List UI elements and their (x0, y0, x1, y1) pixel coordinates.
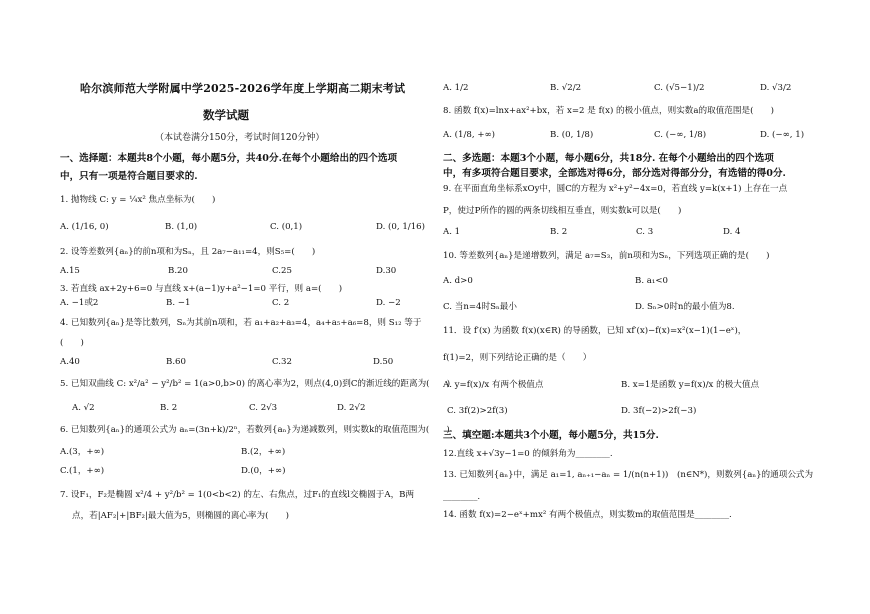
q8-option-c: C. (−∞, 1/8) (654, 130, 707, 140)
q10-option-a: A. d>0 (443, 276, 473, 286)
q11-option-d: D. 3f(−2)>2f(−3) (621, 406, 697, 416)
q4-option-b: B.60 (166, 357, 186, 367)
q1-option-a: A. (1/16, 0) (60, 222, 109, 232)
question-14: 14. 函数 f(x)=2−eˣ+mx² 有两个极值点，则实数m的取值范围是________. (443, 510, 732, 520)
left-column (60, 0, 451, 614)
q10-option-c: C. 当n=4时Sₙ最小 (443, 302, 517, 312)
question-8: 8. 函数 f(x)=lnx+ax²+bx，若 x=2 是 f(x) 的极小值点，则实数a的取值范围是( ) (443, 106, 774, 116)
q7-option-a: A. 1/2 (443, 83, 469, 93)
q4-option-c: C.32 (272, 357, 292, 367)
question-3: 3. 若直线 ax+2y+6=0 与直线 x+(a−1)y+a²−1=0 平行，则 a=( ) (60, 284, 343, 294)
q3-option-a: A. −1或2 (60, 298, 99, 308)
q4-option-d: D.50 (373, 357, 394, 367)
q9-option-d: D. 4 (723, 227, 741, 237)
exam-note: （本试卷满分150分，考试时间120分钟） (155, 133, 325, 143)
q2-option-d: D.30 (376, 266, 397, 276)
question-10: 10. 等差数列{aₙ}是递增数列，满足 a₇=S₃，前n项和为Sₙ，下列选项正确的是( ) (443, 251, 770, 261)
q7-option-d: D. √3/2 (760, 83, 792, 93)
question-1: 1. 抛物线 C: y = ¼x² 焦点坐标为( ) (60, 195, 216, 205)
section-2-heading: 二、多选题：本题3个小题，每小题6分，共18分. 在每个小题给出的四个选项 (443, 153, 774, 164)
q1-option-c: C. (0,1) (270, 222, 303, 232)
section-1-heading-cont: 中，只有一项是符合题目要求的. (60, 171, 198, 182)
q7-option-b: B. √2/2 (550, 83, 582, 93)
q5-option-a: A. √2 (72, 403, 95, 413)
q11-option-c: C. 3f(2)>2f(3) (447, 406, 508, 416)
question-7-cont: 点，若|AF₂|+|BF₂|最大值为5，则椭圆的离心率为( ) (72, 511, 289, 521)
q2-option-a: A.15 (60, 266, 80, 276)
section-3-heading: 三、填空题:本题共3个小题，每小题5分，共15分. (443, 430, 659, 441)
section-2-heading-cont: 中，有多项符合题目要求，全部选对得6分，部分选对得部分分，有选错的得0分. (443, 168, 786, 179)
section-1-heading: 一、选择题：本题共8个小题，每小题5分，共40分.在每个小题给出的四个选项 (60, 153, 398, 164)
question-11-cont: f(1)=2，则下列结论正确的是（ ） (443, 353, 592, 363)
question-13-cont: ________. (443, 492, 481, 502)
q10-option-b: B. a₁<0 (635, 276, 669, 286)
q5-option-d: D. 2√2 (337, 403, 366, 413)
q6-option-c: C.(1，+∞) (60, 466, 105, 476)
question-12: 12.直线 x+√3y−1=0 的倾斜角为________. (443, 449, 613, 459)
q9-option-b: B. 2 (550, 227, 568, 237)
q4-option-a: A.40 (60, 357, 80, 367)
q5-option-b: B. 2 (160, 403, 178, 413)
q8-option-a: A. (1/8, +∞) (443, 130, 496, 140)
q6-option-a: A.(3，+∞) (60, 447, 105, 457)
q1-option-b: B. (1,0) (165, 222, 198, 232)
q10-option-d: D. Sₙ>0时n的最小值为8. (635, 302, 735, 312)
question-5: 5. 已知双曲线 C: x²/a² − y²/b² = 1(a>0,b>0) 的离心率为2，则点(4,0)到C的渐近线的距离为( ) (60, 379, 451, 389)
q8-option-d: D. (−∞, 1) (760, 130, 805, 140)
q1-option-d: D. (0, 1/16) (376, 222, 425, 232)
q9-option-c: C. 3 (636, 227, 654, 237)
question-4: 4. 已知数列{aₙ}是等比数列，Sₙ为其前n项和，若 a₁+a₂+a₃=4，a₄+a₅+a₆=8，则 S₁₂ 等于 (60, 318, 422, 328)
q6-option-b: B.(2，+∞) (241, 447, 286, 457)
q9-option-a: A. 1 (443, 227, 461, 237)
question-4-cont: ( ) (60, 338, 84, 348)
q2-option-b: B.20 (168, 266, 188, 276)
q3-option-b: B. −1 (166, 298, 191, 308)
q7-option-c: C. (√5−1)/2 (654, 83, 705, 93)
q11-option-b: B. x=1是函数 y=f(x)/x 的极大值点 (621, 380, 760, 390)
q8-option-b: B. (0, 1/8) (550, 130, 594, 140)
exam-title: 哈尔滨师范大学附属中学2025-2026学年度上学期高二期末考试 (80, 82, 406, 95)
question-7: 7. 设F₁，F₂是椭圆 x²/4 + y²/b² = 1(0<b<2) 的左、右焦点，过F₁的直线l交椭圆于A，B两 (60, 490, 415, 500)
q2-option-c: C.25 (272, 266, 292, 276)
q11-option-a: A. y=f(x)/x 有两个极值点 (443, 380, 544, 390)
q3-option-d: D. −2 (376, 298, 401, 308)
q3-option-c: C. 2 (272, 298, 290, 308)
right-column (443, 0, 838, 614)
exam-subject: 数学试题 (203, 108, 249, 122)
question-9: 9. 在平面直角坐标系xOy中，圆C的方程为 x²+y²−4x=0，若直线 y=k(x+1) 上存在一点 (443, 184, 788, 194)
q6-option-d: D.(0，+∞) (241, 466, 286, 476)
question-9-cont: P，使过P所作的圆的两条切线相互垂直，则实数k可以是( ) (443, 206, 682, 216)
question-11: 11．设 f′(x) 为函数 f(x)(x∈R) 的导函数，已知 xf′(x)−f(x)=x²(x−1)(1−eˣ)， (443, 326, 747, 336)
q5-option-c: C. 2√3 (249, 403, 278, 413)
question-13: 13. 已知数列{aₙ}中，满足 a₁=1, aₙ₊₁−aₙ = 1/(n(n+1)) (n∈N*)，则数列{aₙ}的通项公式为 (443, 470, 814, 480)
question-2: 2. 设等差数列{aₙ}的前n项和为Sₙ，且 2a₇−a₁₁=4，则S₅=( ) (60, 247, 316, 257)
question-6: 6. 已知数列{aₙ}的通项公式为 aₙ=(3n+k)/2ⁿ，若数列{aₙ}为递减数列，则实数k的取值范围为( ) (60, 425, 450, 435)
